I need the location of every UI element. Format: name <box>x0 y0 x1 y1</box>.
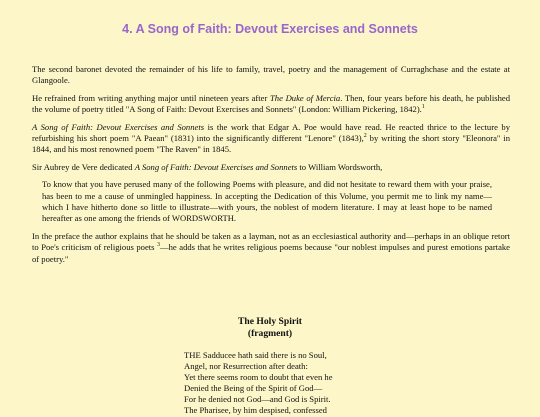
paragraph-3 <box>32 122 510 156</box>
poem-body <box>184 350 333 417</box>
poem-line: Denied the Being of the Spirit of God— <box>184 383 323 394</box>
paragraph-1: The second baronet devoted the remainder of his life to family, travel, poetry and the management of Curraghchase and the estate at Glangoole. <box>32 64 510 86</box>
poem-section <box>0 316 540 416</box>
poem-line: Yet there seems room to doubt that even he <box>184 372 333 383</box>
paragraph-3-text-a: is the work that Edgar A. Poe would have read. He reacted thrice to the lecture by refurbishing his short poem "A Paean" (1831) into the significantly different "Lenore" (1843), <box>32 121 510 144</box>
dedication-quote: To know that you have perused many of the following Poems with pleasure, and did not hesitate to reward them with your praise, has been to me a cause of unmingled happiness. In accepting the Dedication of this Volume, you permit me to link my name—which I have hitherto done so little to illustrate—with yours, the noblest of modern literature. I may at least hope to be named hereafter as one among the friends of WORDSWORTH. <box>42 179 492 224</box>
footnote-ref-2[interactable]: 2 <box>363 133 367 140</box>
footnote-ref-3[interactable]: 3 <box>157 242 161 249</box>
song-of-faith-title-2: A Song of Faith: Devout Exercises and Sonnets <box>134 161 298 172</box>
song-of-faith-title: A Song of Faith: Devout Exercises and Sonnets <box>32 121 205 132</box>
duke-of-mercia-title: The Duke of Mercia <box>270 92 341 103</box>
poem-line: For he denied not God—and God is Spirit. <box>184 394 331 405</box>
article-body <box>32 64 510 271</box>
paragraph-5-text-a: In the preface the author explains that he should be taken as a layman, not as an ecclesiastical authority and—perhaps in an oblique retort to Poe's criticism of religious poets <box>32 230 510 253</box>
paragraph-4-text-a: Sir Aubrey de Vere dedicated <box>32 161 135 172</box>
paragraph-5-text-b: —he adds that he writes religious poems because "our noblest impulses and purest emotions partake of poetry." <box>32 242 510 264</box>
paragraph-4-text-b: to William Wordsworth, <box>297 161 383 172</box>
paragraph-5 <box>32 231 510 265</box>
poem-line: THE Sadducee hath said there is no Soul, <box>184 350 327 360</box>
paragraph-3-text-b: by writing the short story "Eleonora" in 1844, and his most renowned poem "The Raven" in 1845. <box>32 133 510 155</box>
poem-title: The Holy Spirit <box>238 316 302 327</box>
poem-subtitle: (fragment) <box>247 328 293 339</box>
footnote-ref-1[interactable]: 1 <box>421 104 425 111</box>
paragraph-2-text-a: He refrained from writing anything major until nineteen years after <box>32 92 271 103</box>
paragraph-4 <box>32 162 510 173</box>
paragraph-2 <box>32 93 510 116</box>
poem-line: Angel, nor Resurrection after death: <box>184 361 308 372</box>
poem-line: The Pharisee, by him despised, confessed <box>184 405 327 416</box>
paragraph-2-text-b: . Then, four years before his death, he published the volume of poetry titled "A Song of Faith: Devout Exercises and Sonnets" (London: William Pickering, 1842). <box>32 92 510 115</box>
page-title: 4. A Song of Faith: Devout Exercises and Sonnets <box>122 22 418 36</box>
